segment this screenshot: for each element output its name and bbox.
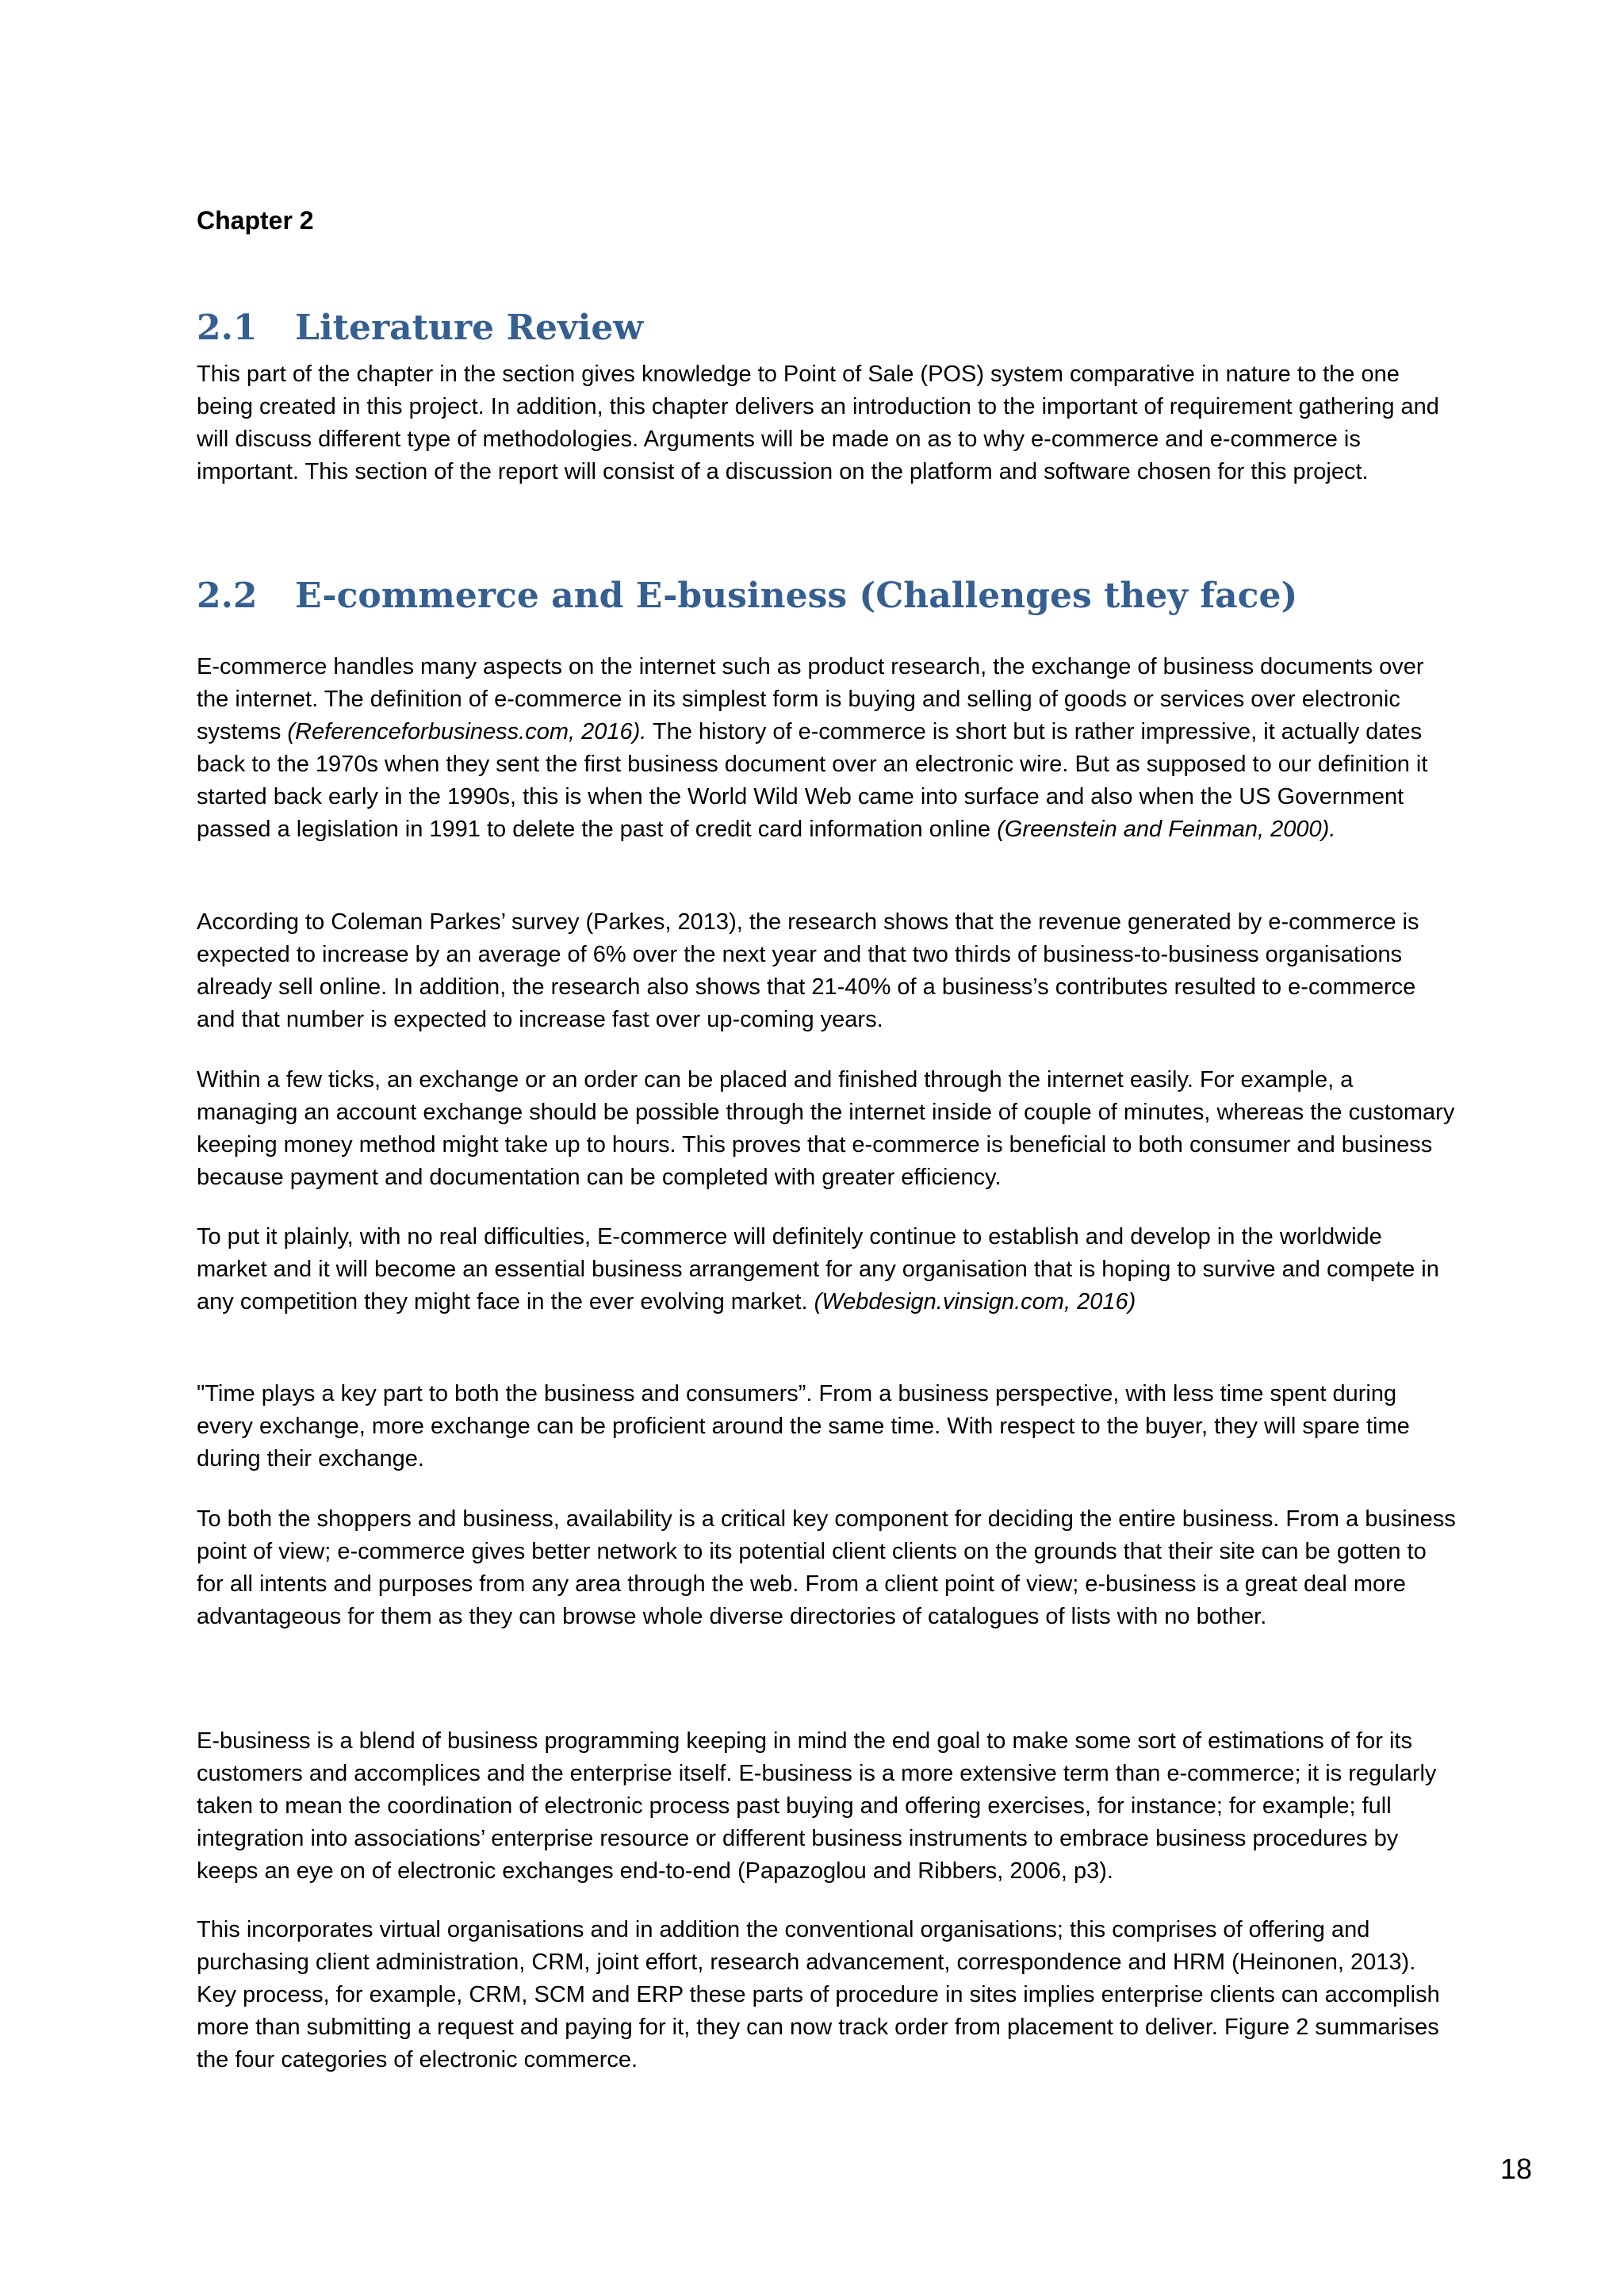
- section-number: 2.1: [197, 308, 258, 348]
- paragraph-coleman-parkes-survey: According to Coleman Parkes’ survey (Parkes, 2013), the research shows that the revenue generated by e-commerce is expected to increase by an average of 6% over the next year and that two thirds of business-to-business organisations already sell online. In addition, the research also shows that 21-40% of a business’s contributes resulted to e-commerce and that number is expected to increase fast over up-coming years.: [197, 909, 1419, 1032]
- chapter-label: Chapter 2: [197, 206, 314, 235]
- section-heading-literature-review: [197, 306, 643, 350]
- section-number: 2.2: [197, 576, 258, 616]
- paragraph-exchange-speed: Within a few ticks, an exchange or an order can be placed and finished through the internet easily. For example, a managing an account exchange should be possible through the internet inside of couple of minutes, whereas the customary keeping money method might take up to hours. This proves that e-commerce is beneficial to both consumer and business because payment and documentation can be completed with greater efficiency.: [197, 1067, 1455, 1190]
- paragraph-ebusiness-definition: E-business is a blend of business programming keeping in mind the end goal to make some sort of estimations of for its customers and accomplices and the enterprise itself. E-business is a more extensive term than e-commerce; it is regularly taken to mean the coordination of electronic process past buying and offering exercises, for instance; for example; full integration into associations’ enterprise resource or different business instruments to embrace business procedures by keeps an eye on of electronic exchanges end-to-end (Papazoglou and Ribbers, 2006, p3).: [197, 1728, 1437, 1884]
- section-heading-ecommerce-ebusiness: [197, 574, 1297, 618]
- paragraph-worldwide-market: [197, 1221, 1457, 1318]
- paragraph-virtual-organisations: This incorporates virtual organisations and in addition the conventional organisations; this comprises of offering and purchasing client administration, CRM, joint effort, research advancement, correspondence and HRM (Heinonen, 2013). Key process, for example, CRM, SCM and ERP these parts of procedure in sites implies enterprise clients can accomplish more than submitting a request and paying for it, they can now track order from placement to deliver. Figure 2 summarises the four categories of electronic commerce.: [197, 1917, 1440, 2072]
- paragraph-availability: To both the shoppers and business, availability is a critical key component for deciding the entire business. From a business point of view; e-commerce gives better network to its potential client clients on the grounds that their site can be gotten to for all intents and purposes from any area through the web. From a client point of view; e-business is a great deal more advantageous for them as they can browse whole diverse directories of catalogues of lists with no bother.: [197, 1506, 1456, 1629]
- paragraph-ecommerce-definition: [197, 651, 1457, 846]
- paragraph-time-key-part: "Time plays a key part to both the business and consumers”. From a business perspective, with less time spent during every exchange, more exchange can be proficient around the same time. With respect to the buyer, they will spare time during their exchange.: [197, 1381, 1410, 1471]
- paragraph-literature-intro: This part of the chapter in the section gives knowledge to Point of Sale (POS) system comparative in nature to the one being created in this project. In addition, this chapter delivers an introduction to the important of requirement gathering and will discuss different type of methodologies. Arguments will be made on as to why e-commerce and e-commerce is important. This section of the report will consist of a discussion on the platform and software chosen for this project.: [197, 362, 1439, 484]
- page-number: 18: [1500, 2152, 1533, 2185]
- citation: (Greenstein and Feinman, 2000).: [997, 817, 1336, 842]
- text-run: E-commerce handles many aspects on the internet such as product research, the exchange of business documents over the internet. The definition of e-commerce in its simplest form is buying and selling of goods or services over electronic systems: [197, 654, 1424, 744]
- text-run: The history of e-commerce is short but is rather impressive, it actually dates back to the 1970s when they sent the first business document over an electronic wire. But as supposed to our definition it started back early in the 1990s, this is when the World Wild Web came into surface and also when the US Government passed a legislation in 1991 to delete the past of credit card information online: [197, 719, 1428, 842]
- citation: (Referenceforbusiness.com, 2016).: [287, 719, 647, 744]
- citation: (Webdesign.vinsign.com, 2016): [814, 1289, 1136, 1314]
- text-run: To put it plainly, with no real difficulties, E-commerce will definitely continue to establish and develop in the worldwide market and it will become an essential business arrangement for any organisation that is hoping to survive and compete in any competition they might face in the ever evolving market.: [197, 1224, 1439, 1314]
- section-title: E-commerce and E-business (Challenges they face): [295, 576, 1298, 616]
- section-title: Literature Review: [295, 308, 644, 348]
